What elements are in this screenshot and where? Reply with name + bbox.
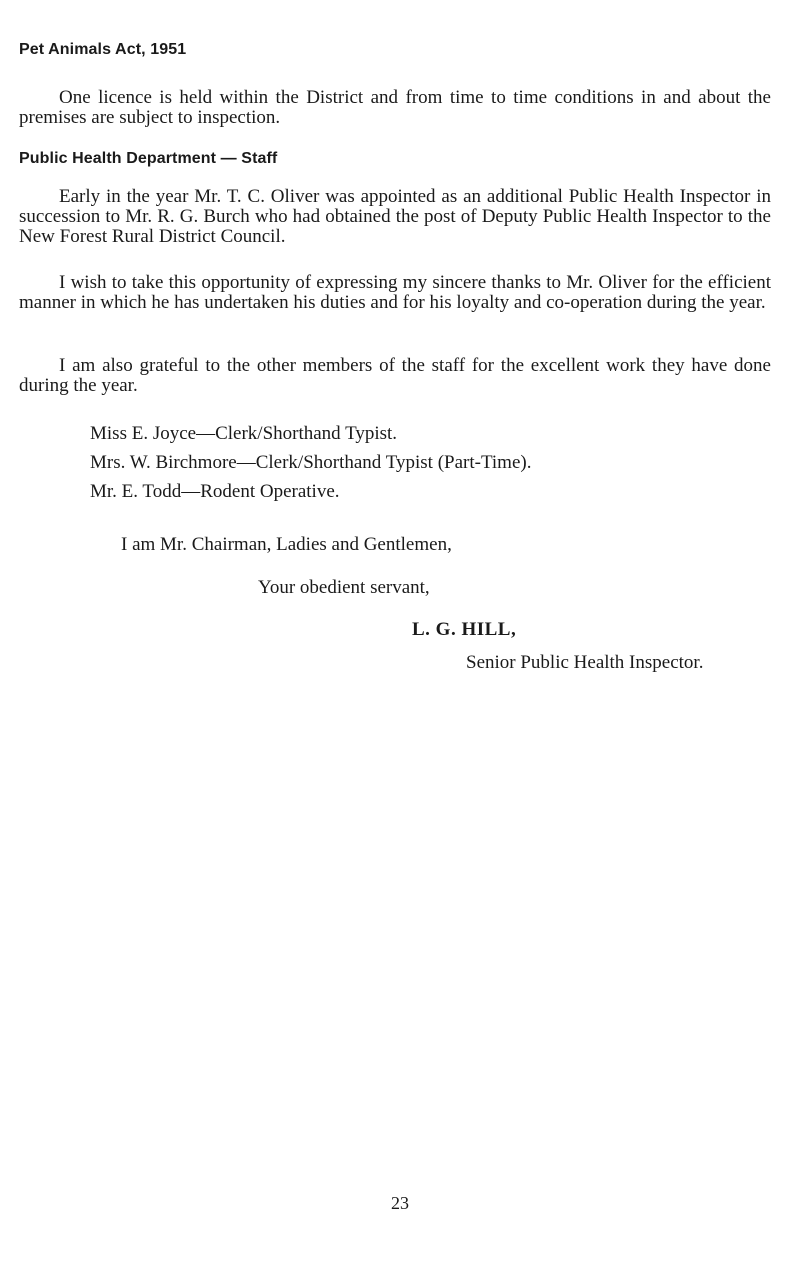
pet-animals-paragraph: One licence is held within the District and from time to time conditions in and about the premises are subject to inspection. [19,87,771,128]
staff-paragraph-appointment: Early in the year Mr. T. C. Oliver was appointed as an additional Public Health Inspector in succession to Mr. R. G. Burch who had obtained the post of Deputy Public Health Inspector to the New Forest Rural District Council. [19,186,771,247]
closing-valediction: Your obedient servant, [258,577,430,598]
page-number: 23 [391,1193,409,1213]
staff-member: Mrs. W. Birchmore—Clerk/Shorthand Typist (Part-Time). [90,452,532,473]
section-heading-pet-animals: Pet Animals Act, 1951 [19,41,187,58]
staff-paragraph-thanks: I wish to take this opportunity of expressing my sincere thanks to Mr. Oliver for the efficient manner in which he has undertaken his duties and for his loyalty and co-operation during the year. [19,272,771,313]
closing-salutation: I am Mr. Chairman, Ladies and Gentlemen, [121,534,452,555]
signatory-name: L. G. HILL, [412,619,517,640]
section-heading-staff: Public Health Department — Staff [19,150,278,167]
staff-member: Mr. E. Todd—Rodent Operative. [90,481,340,502]
staff-paragraph-gratitude: I am also grateful to the other members of the staff for the excellent work they have done during the year. [19,355,771,396]
signatory-title: Senior Public Health Inspector. [466,652,704,673]
staff-list [90,419,531,506]
staff-member: Miss E. Joyce—Clerk/Shorthand Typist. [90,423,398,444]
